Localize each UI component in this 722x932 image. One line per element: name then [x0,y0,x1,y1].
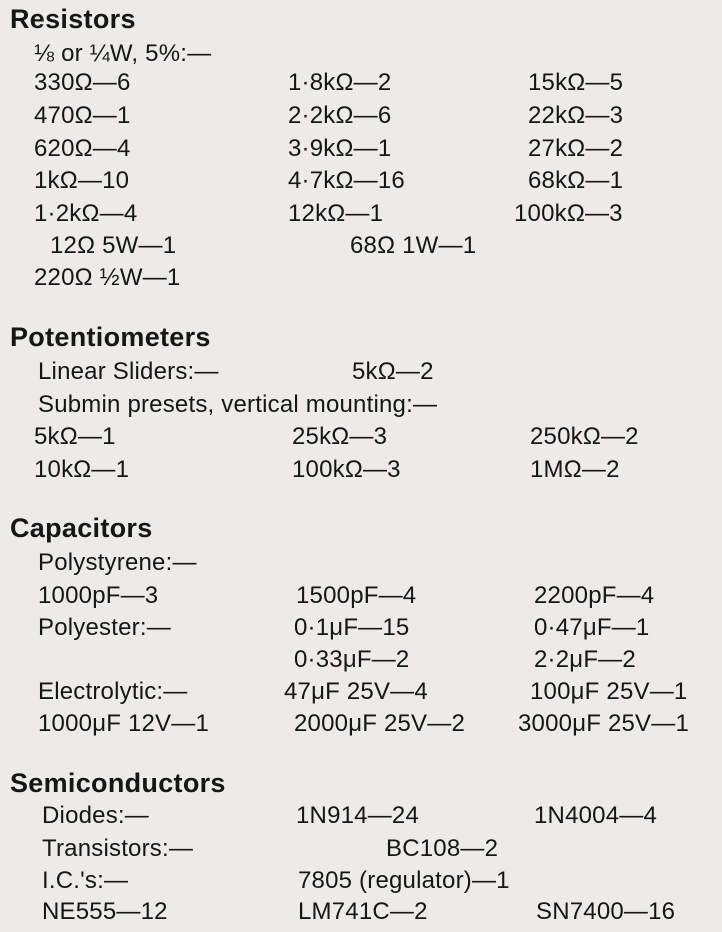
resistor-value: 1kΩ—10 [34,167,130,194]
capacitor-value: 0·47μF—1 [534,614,650,641]
capacitors-heading: Capacitors [10,513,153,543]
semiconductor-value: 1N914—24 [296,802,420,829]
resistor-value: 100kΩ—3 [514,200,623,227]
resistor-value: 12kΩ—1 [288,200,384,227]
resistor-value: 3·9kΩ—1 [288,135,392,162]
ics-label: I.C.'s:— [42,867,129,894]
diodes-label: Diodes:— [42,802,149,829]
capacitor-value: 1000pF—3 [38,582,159,609]
resistor-value: 620Ω—4 [34,135,131,162]
semiconductor-value: LM741C—2 [298,898,428,925]
resistor-value: 68Ω 1W—1 [350,232,477,259]
resistor-value: 22kΩ—3 [528,102,624,129]
linear-sliders-label: Linear Sliders:— [38,358,219,385]
semiconductor-value: 7805 (regulator)—1 [298,867,510,894]
capacitor-value: 2000μF 25V—2 [294,710,465,737]
resistor-value: 4·7kΩ—16 [288,167,405,194]
potentiometer-value: 100kΩ—3 [292,456,401,483]
capacitor-value: 0·1μF—15 [294,614,410,641]
potentiometer-value: 10kΩ—1 [34,456,130,483]
capacitor-value: 1500pF—4 [296,582,417,609]
capacitor-value: 1000μF 12V—1 [38,710,209,737]
resistor-value: 470Ω—1 [34,102,131,129]
capacitor-value: 3000μF 25V—1 [518,710,689,737]
capacitor-value: 2·2μF—2 [534,646,636,673]
polyester-label: Polyester:— [38,614,171,641]
semiconductor-value: BC108—2 [386,835,499,862]
semiconductor-value: 1N4004—4 [534,802,658,829]
potentiometer-value: 5kΩ—1 [34,423,116,450]
potentiometer-value: 25kΩ—3 [292,423,388,450]
resistor-value: 27kΩ—2 [528,135,624,162]
semiconductor-value: SN7400—16 [536,898,676,925]
resistor-value: 15kΩ—5 [528,69,624,96]
polystyrene-label: Polystyrene:— [38,549,197,576]
potentiometer-value: 5kΩ—2 [352,358,434,385]
capacitor-value: 0·33μF—2 [294,646,410,673]
resistor-value: 2·2kΩ—6 [288,102,392,129]
potentiometer-value: 1MΩ—2 [530,456,620,483]
resistor-value: 68kΩ—1 [528,167,624,194]
electrolytic-label: Electrolytic:— [38,678,188,705]
resistor-value: 1·8kΩ—2 [288,69,392,96]
resistors-rating-note: ⅛ or ¼W, 5%:— [34,40,212,67]
resistors-heading: Resistors [10,4,136,34]
resistor-value: 220Ω ½W—1 [34,264,181,291]
potentiometers-heading: Potentiometers [10,322,211,352]
capacitor-value: 47μF 25V—4 [284,678,428,705]
submin-presets-label: Submin presets, vertical mounting:— [38,391,438,418]
capacitor-value: 100μF 25V—1 [530,678,688,705]
resistor-value: 1·2kΩ—4 [34,200,138,227]
semiconductors-heading: Semiconductors [10,768,226,798]
resistor-value: 330Ω—6 [34,69,131,96]
resistor-value: 12Ω 5W—1 [50,232,177,259]
capacitor-value: 2200pF—4 [534,582,655,609]
semiconductor-value: NE555—12 [42,898,168,925]
potentiometer-value: 250kΩ—2 [530,423,639,450]
transistors-label: Transistors:— [42,835,194,862]
